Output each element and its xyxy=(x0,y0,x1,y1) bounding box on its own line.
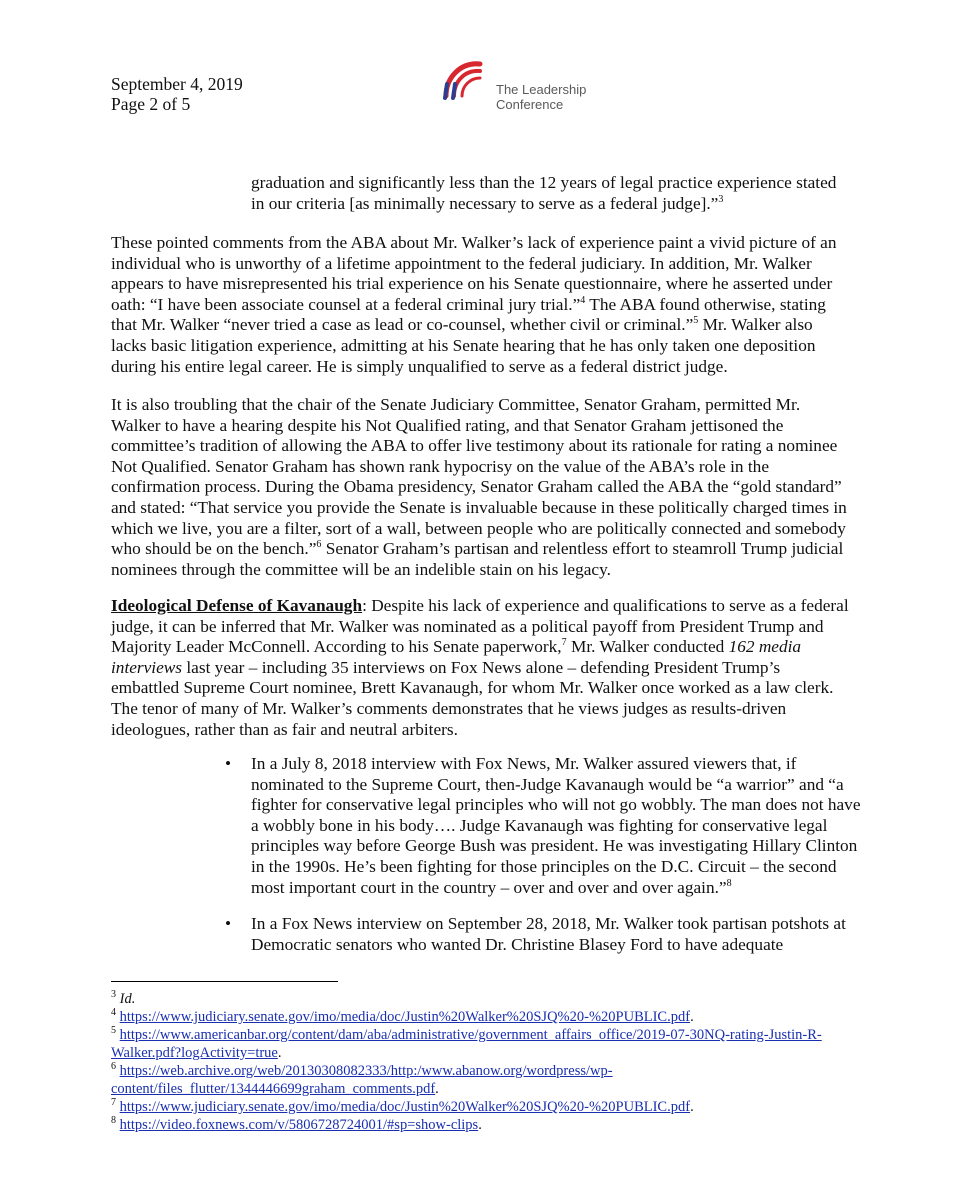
footnote: $^8$ https://video.foxnews.com/v/5806728724001/#sp=show-clips. xyxy=(111,1115,482,1133)
footnote-link[interactable]: https://web.archive.org/web/20130308082333/http:/www.abanow.org/wordpress/wp-content/files_flutter/1344446699graham_comments.pdf xyxy=(111,1063,613,1097)
leadership-conference-arcs-icon xyxy=(440,56,496,116)
footnote-link[interactable]: https://www.americanbar.org/content/dam/aba/administrative/government_affairs_office/2019-07-30NQ-rating-Justin-R-Walker.pdf?logActivity=true xyxy=(111,1027,822,1061)
organization-name: The Leadership Conference xyxy=(496,82,587,112)
organization-logo xyxy=(440,56,610,116)
paragraph-aba-comments: These pointed comments from the ABA about Mr. Walker’s lack of experience paint a vivid picture of an individual who is unworthy of a lifetime appointment to the federal judiciary. In addition, Mr. Walker appears to have misrepresented his trial experience on his Senate questionnaire, where he asserted under oath: “I have been associate counsel at a federal criminal jury trial.”$^4$ The ABA found otherwise, stating that Mr. Walker “never tried a case as lead or co-counsel, whether civil or criminal.”$^5$ Mr. Walker also lacks basic litigation experience, admitting at his Senate hearing that he has only taken one deposition during his entire legal career. He is simply unqualified to serve as a federal district judge. xyxy=(111,233,837,376)
footnote: $^3$ Id. xyxy=(111,989,136,1007)
bullet-icon: • xyxy=(225,754,232,773)
footnote-ref[interactable]: 3 xyxy=(718,193,724,205)
footnote-ref[interactable]: 4 xyxy=(580,295,586,307)
footnote-ref[interactable]: 7 xyxy=(561,637,567,649)
block-quote: graduation and significantly less than the 12 years of legal practice experience stated in our criteria [as minimally necessary to serve as a federal judge].”$^3$ xyxy=(251,173,837,213)
footnote: $^7$ https://www.judiciary.senate.gov/imo/media/doc/Justin%20Walker%20SJQ%20-%20PUBLIC.pdf. xyxy=(111,1097,694,1115)
footnote-ref[interactable]: 8 xyxy=(726,877,732,889)
section-heading: Ideological Defense of Kavanaugh xyxy=(111,596,363,615)
footnote-link[interactable]: https://www.judiciary.senate.gov/imo/media/doc/Justin%20Walker%20SJQ%20-%20PUBLIC.pdf xyxy=(119,1009,691,1025)
paragraph-senator-graham: It is also troubling that the chair of the Senate Judiciary Committee, Senator Graham, permitted Mr. Walker to have a hearing despite his Not Qualified rating, and that Senator Graham jettisoned the committee’s tradition of allowing the ABA to offer live testimony about its rationale for rating a nominee Not Qualified. Senator Graham has shown rank hypocrisy on the value of the ABA’s role in the confirmation process. During the Obama presidency, Senator Graham called the ABA the “gold standard” and stated: “That service you provide the Senate is invaluable because in these politically charged times in which we live, you are a filter, sort of a wall, between people who are politically connected and somebody who should be on the bench.”$^6$ Senator Graham’s partisan and relentless effort to steamroll Trump judicial nominees through the committee will be an indelible stain on his legacy. xyxy=(111,395,847,579)
footnote-ref[interactable]: 5 xyxy=(693,315,699,327)
footnote-link[interactable]: https://www.judiciary.senate.gov/imo/media/doc/Justin%20Walker%20SJQ%20-%20PUBLIC.pdf xyxy=(119,1099,691,1115)
bullet-icon: • xyxy=(225,914,232,933)
footnote-divider xyxy=(111,981,338,982)
bullet-item: • In a Fox News interview on September 28, 2018, Mr. Walker took partisan potshots at Democratic senators who wanted Dr. Christine Blasey Ford to have adequate xyxy=(225,914,846,954)
letter-header xyxy=(111,74,243,114)
footnote-link[interactable]: https://video.foxnews.com/v/5806728724001/#sp=show-clips xyxy=(119,1117,479,1133)
page-number: Page 2 of 5 xyxy=(111,94,191,114)
footnote: $^5$ https://www.americanbar.org/content/dam/aba/administrative/government_affairs_office/2019-07-30NQ-rating-Justin-R-Walker.pdf?logActivity=true. xyxy=(111,1025,822,1061)
footnote: $^4$ https://www.judiciary.senate.gov/imo/media/doc/Justin%20Walker%20SJQ%20-%20PUBLIC.pdf. xyxy=(111,1007,694,1025)
paragraph-ideological-defense: Ideological Defense of Kavanaugh: Despite his lack of experience and qualifications to serve as a federal judge, it can be inferred that Mr. Walker was nominated as a political payoff from President Trump and Majority Leader McConnell. According to his Senate paperwork,$^7$ Mr. Walker conducted 162 media interviews last year – including 35 interviews on Fox News alone – defending President Trump’s embattled Supreme Court nominee, Brett Kavanaugh, for whom Mr. Walker once worked as a law clerk. The tenor of many of Mr. Walker’s comments demonstrates that he views judges as results-driven ideologues, rather than as fair and neutral arbiters. xyxy=(111,596,849,739)
letter-date: September 4, 2019 xyxy=(111,74,243,94)
footnote: $^6$ https://web.archive.org/web/20130308082333/http:/www.abanow.org/wordpress/wp-content/files_flutter/1344446699graham_comments.pdf. xyxy=(111,1061,613,1097)
footnote-ref[interactable]: 6 xyxy=(316,539,322,551)
bullet-item: • In a July 8, 2018 interview with Fox News, Mr. Walker assured viewers that, if nominated to the Supreme Court, then-Judge Kavanaugh would be “a warrior” and “a fighter for conservative legal principles who will not go wobbly. The man does not have a wobbly bone in his body…. Judge Kavanaugh was fighting for conservative legal principles way before George Bush was president. He was investigating Hillary Clinton in the 1990s. He’s been fighting for those principles on the D.C. Circuit – the second most important court in the country – over and over and over again.”$^8$ xyxy=(225,754,861,897)
